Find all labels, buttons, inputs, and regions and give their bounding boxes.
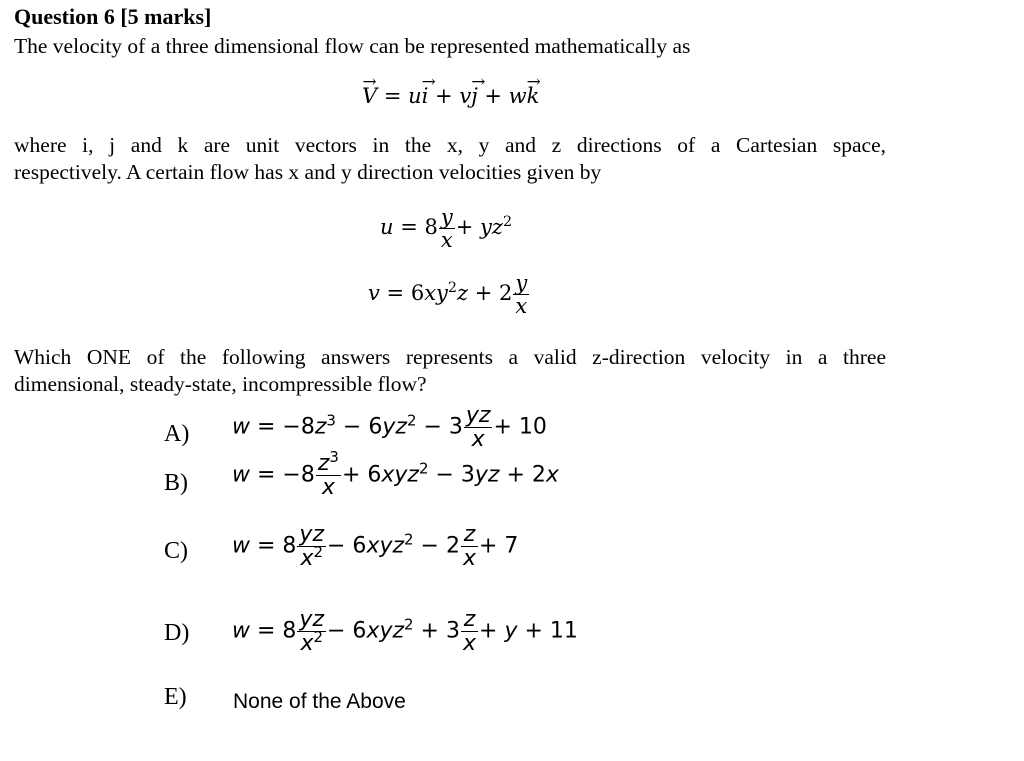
option-b-expression: w = −8 $\frac{z^3}{x}$ + 6xyz$^2$ − 3yz + 2x	[232, 447, 559, 501]
option-b-label: B)	[164, 470, 188, 496]
option-c-expression: w = 8 $\frac{yz}{x^2}$ − 6xyz$^2$ − 2 $\frac{z}{x}$ + 7	[232, 522, 519, 572]
option-e-label: E)	[164, 684, 187, 710]
velocity-equation: V → = ui → + vj → + wk →	[362, 84, 539, 108]
prompt-line2: dimensional, steady-state, incompressible flow?	[14, 372, 427, 396]
paragraph-unit-vectors-line1: where i, j and k are unit vectors in the x, y and z directions of a Cartesian space,	[14, 133, 886, 157]
option-a-expression: $w = -8z^3 - 6yz^2 - 3$ $\frac{yz}{x}$ + 10	[232, 403, 547, 453]
option-c-label: C)	[164, 538, 188, 564]
intro-text: The velocity of a three dimensional flow can be represented mathematically as	[14, 34, 691, 58]
paragraph-unit-vectors-line2: respectively. A certain flow has x and y direction velocities given by	[14, 160, 602, 184]
prompt-line1: Which ONE of the following answers represents a valid z-direction velocity in a three	[14, 345, 886, 369]
question-title: Question 6 [5 marks]	[14, 4, 212, 29]
option-e-expression: None of the Above	[233, 690, 406, 713]
option-a-label: A)	[164, 421, 190, 447]
v-equation: $v = 6xy^2z + 2$ $\frac{y}{x}$	[368, 271, 528, 319]
option-d-label: D)	[164, 620, 190, 646]
u-equation: u = 8 $\frac{y}{x}$ + $yz^2$	[380, 205, 513, 253]
option-d-expression: w = 8 $\frac{yz}{x^2}$ − 6xyz$^2$ + 3 $\frac{z}{x}$ + y + 11	[232, 607, 578, 657]
